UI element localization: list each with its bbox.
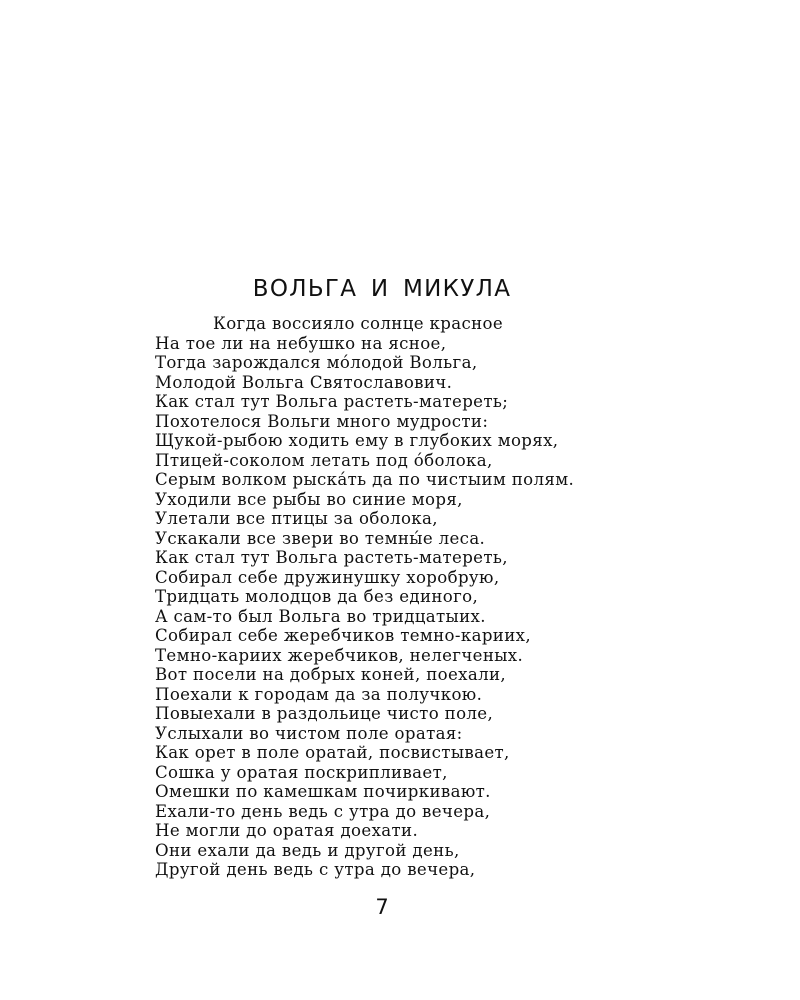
- verse-line: А сам-то был Вольга во тридцатыих.: [155, 606, 486, 626]
- verse-line: Улетали все птицы за оболока,: [155, 509, 438, 528]
- verse-line: Сошка у оратая поскрипливает,: [155, 762, 448, 782]
- verse-line: Как стал тут Вольга растеть-матереть;: [155, 392, 509, 411]
- verse-line: Тогда зарождался мо́лодой Вольга,: [155, 353, 478, 372]
- verse-line: Повыехали в раздольице чисто поле,: [155, 704, 494, 723]
- verse-line: Другой день ведь с утра до вечера,: [155, 860, 476, 879]
- verse-line: Не могли до оратая доехати.: [155, 821, 419, 840]
- verse-line: Как стал тут Вольга растеть-матереть,: [155, 548, 508, 567]
- verse-line: Серым волком рыска́ть да по чистыим полям.: [155, 470, 575, 489]
- verse-line: Молодой Вольга Святославович.: [155, 372, 453, 392]
- verse-line: Поехали к городам да за получкою.: [155, 684, 483, 704]
- verse-line: Собирал себе жеребчиков темно-кариих,: [155, 626, 531, 645]
- verse-line: Птицей-соколом летать под о́болока,: [155, 450, 493, 470]
- verse-line: Похотелося Вольги много мудрости:: [155, 411, 489, 431]
- verse-line: Вот посели на добрых коней, поехали,: [155, 665, 507, 684]
- verse-line: Уходили все рыбы во синие моря,: [155, 489, 463, 509]
- verse-line: Ехали-то день ведь с утра до вечера,: [155, 801, 491, 821]
- verse-line: Темно-кариих жеребчиков, нелегченых.: [155, 645, 524, 665]
- verse-line: Омешки по камешкам почиркивают.: [155, 782, 491, 801]
- verse-line: Щукой-рыбою ходить ему в глубоких морях,: [155, 431, 559, 450]
- verse-line: На тое ли на небушко на ясное,: [155, 333, 447, 353]
- verse-line: Они ехали да ведь и другой день,: [155, 840, 460, 860]
- poem-verse: [155, 314, 715, 880]
- verse-line: Услыхали во чистом поле оратая:: [155, 723, 463, 743]
- verse-line: Ускакали все звери во темны́е леса.: [155, 528, 486, 548]
- verse-line: Как орет в поле оратай, посвистывает,: [155, 743, 510, 762]
- page-number: 7: [375, 895, 389, 919]
- poem-title: ВОЛЬГА И МИКУЛА: [252, 276, 512, 302]
- verse-line: Собирал себе дружинушку хоробрую,: [155, 567, 500, 587]
- verse-line: Когда воссияло солнце красное: [213, 314, 504, 333]
- verse-line: Тридцать молодцов да без единого,: [155, 587, 479, 606]
